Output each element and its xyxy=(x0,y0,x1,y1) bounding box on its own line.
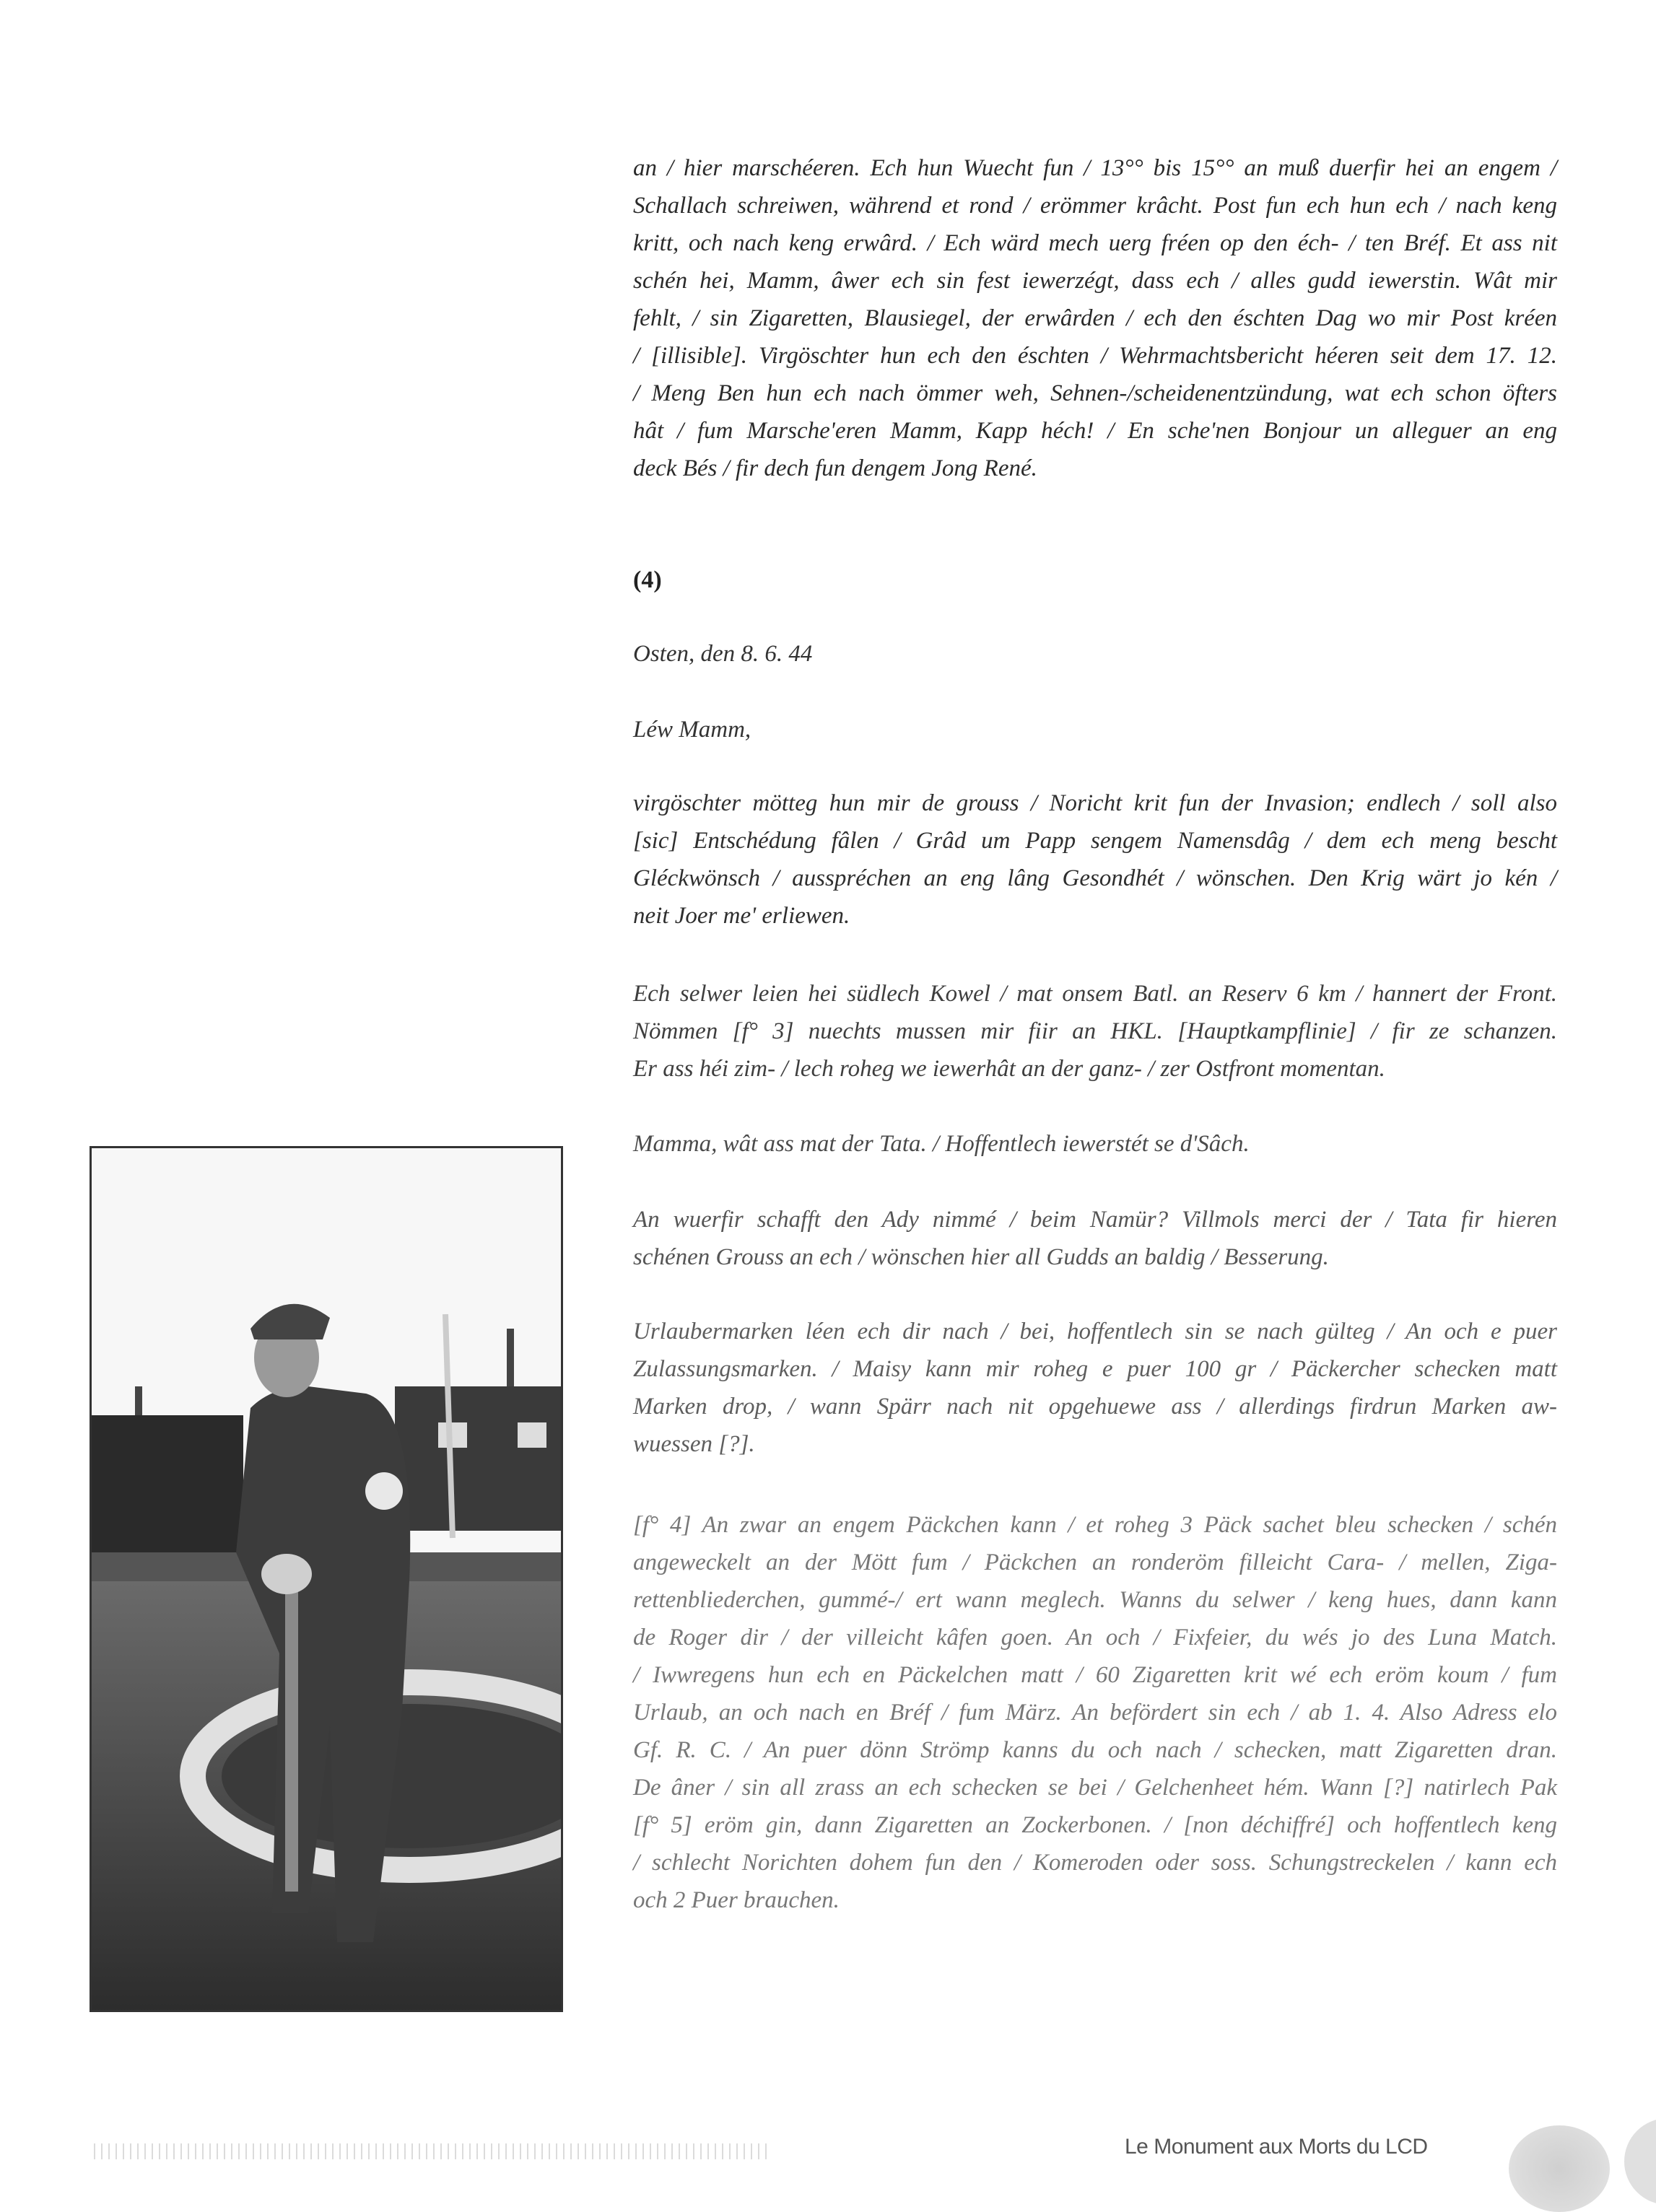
text-line: de Roger dir / der villeicht kâfen goen. An och / Fixfeier, du wés jo des Luna Match. xyxy=(633,1625,1557,1651)
text-line: / schlecht Norichten dohem fun den / Komeroden oder soss. Schungstreckelen / kann ech xyxy=(633,1850,1557,1876)
text-line: Marken drop, / wann Spärr nach nit opgehuewe ass / allerdings firdrun Marken aw- xyxy=(633,1394,1557,1420)
text-line: / [illisible]. Virgöschter hun ech den éschten / Wehrmachtsbericht héeren seit dem 17. 12. xyxy=(633,343,1557,369)
text-line: Urlaubermarken léen ech dir nach / bei, hoffentlech sin se nach gülteg / An och e puer xyxy=(633,1319,1557,1345)
paragraph xyxy=(633,1313,1557,1463)
text-line: deck Bés / fir dech fun dengem Jong René. xyxy=(633,455,1037,481)
text-line: virgöschter mötteg hun mir de grouss / Noricht krit fun der Invasion; endlech / soll also xyxy=(633,790,1557,816)
text-line: och 2 Puer brauchen. xyxy=(633,1887,840,1913)
text-line: Ech selwer leien hei südlech Kowel / mat onsem Batl. an Reserv 6 km / hannert der Front. xyxy=(633,981,1557,1007)
letter-number: (4) xyxy=(633,567,662,593)
text-line: [sic] Entschédung fâlen / Grâd um Papp sengem Namensdâg / dem ech meng bescht xyxy=(633,828,1557,854)
paragraph xyxy=(633,975,1557,1088)
paragraph xyxy=(633,784,1557,935)
text-line: Gf. R. C. / An puer dönn Strömp kanns du och nach / schecken, matt Zigaretten dran. xyxy=(633,1737,1557,1763)
footer-rule xyxy=(94,2143,772,2159)
text-line: wuessen [?]. xyxy=(633,1431,755,1457)
letter-3-ending xyxy=(633,149,1557,487)
text-line: [f° 4] An zwar an engem Päckchen kann / et roheg 3 Päck sachet bleu schecken / schén xyxy=(633,1512,1557,1538)
text-line: angeweckelt an der Mött fum / Päckchen an ronderöm filleicht Cara- / mellen, Ziga- xyxy=(633,1549,1557,1575)
footer-emblem-partial xyxy=(1624,2118,1656,2205)
text-line: [f° 5] eröm gin, dann Zigaretten an Zockerbonen. / [non déchiffré] och hoffentlech keng xyxy=(633,1812,1557,1838)
text-line: Gléckwönsch / ausspréchen an eng lâng Gesondhét / wönschen. Den Krig wärt jo kén / xyxy=(633,865,1557,891)
paragraph xyxy=(633,1125,1557,1163)
dateline: Osten, den 8. 6. 44 xyxy=(633,641,813,667)
text-line: neit Joer me' erliewen. xyxy=(633,903,850,929)
text-line: Mamma, wât ass mat der Tata. / Hoffentlech iewerstét se d'Sâch. xyxy=(633,1131,1250,1157)
text-line: kritt, och nach keng erwârd. / Ech wärd mech uerg fréen op den éch- / ten Bréf. Et ass nit xyxy=(633,230,1557,256)
salutation: Léw Mamm, xyxy=(633,717,751,743)
text-line: rettenbliederchen, gummé-/ ert wann meglech. Wanns du selwer / keng hues, dann kann xyxy=(633,1587,1557,1613)
paragraph xyxy=(633,1506,1557,1919)
text-line: Schallach schreiwen, während et rond / erömmer krâcht. Post fun ech hun ech / nach keng xyxy=(633,193,1557,219)
photo-image xyxy=(92,1148,561,2010)
text-line: / Meng Ben hun ech nach ömmer weh, Sehnen-/scheidenentzündung, wat ech schon öfters xyxy=(633,380,1557,406)
text-line: Nömmen [f° 3] nuechts mussen mir fiir an HKL. [Hauptkampflinie] / fir ze schanzen. xyxy=(633,1018,1557,1044)
footer-title: Le Monument aux Morts du LCD xyxy=(1125,2135,1428,2159)
text-line: schénen Grouss an ech / wönschen hier all Gudds an baldig / Besserung. xyxy=(633,1244,1329,1270)
paragraph xyxy=(633,1201,1557,1276)
text-line: / Iwwregens hun ech en Päckelchen matt / 60 Zigaretten krit wé ech eröm koum / fum xyxy=(633,1662,1557,1688)
text-line: An wuerfir schafft den Ady nimmé / beim Namür? Villmols merci der / Tata fir hieren xyxy=(633,1207,1557,1233)
text-line: an / hier marschéeren. Ech hun Wuecht fun / 13°° bis 15°° an muß duerfir hei an engem / xyxy=(633,155,1557,181)
text-line: hât / fum Marsche'eren Mamm, Kapp héch! / En sche'nen Bonjour un alleguer an eng xyxy=(633,418,1557,444)
text-line: schén hei, Mamm, âwer ech sin fest iewerzégt, dass ech / alles gudd iewerstin. Wât mir xyxy=(633,268,1557,294)
text-line: fehlt, / sin Zigaretten, Blausiegel, der erwârden / ech den éschten Dag wo mir Post kréen xyxy=(633,305,1557,331)
text-line: Er ass héi zim- / lech roheg we iewerhât an der ganz- / zer Ostfront momentan. xyxy=(633,1056,1385,1082)
footer-emblem xyxy=(1509,2125,1610,2212)
text-line: De âner / sin all zrass an ech schecken se bei / Gelchenheet hém. Wann [?] natirlech Pak xyxy=(633,1775,1557,1801)
text-line: Zulassungsmarken. / Maisy kann mir roheg e puer 100 gr / Päckercher schecken matt xyxy=(633,1356,1557,1382)
text-line: Urlaub, an och nach en Bréf / fum März. An befördert sin ech / ab 1. 4. Also Adress elo xyxy=(633,1700,1557,1726)
soldier-photo xyxy=(90,1146,563,2012)
